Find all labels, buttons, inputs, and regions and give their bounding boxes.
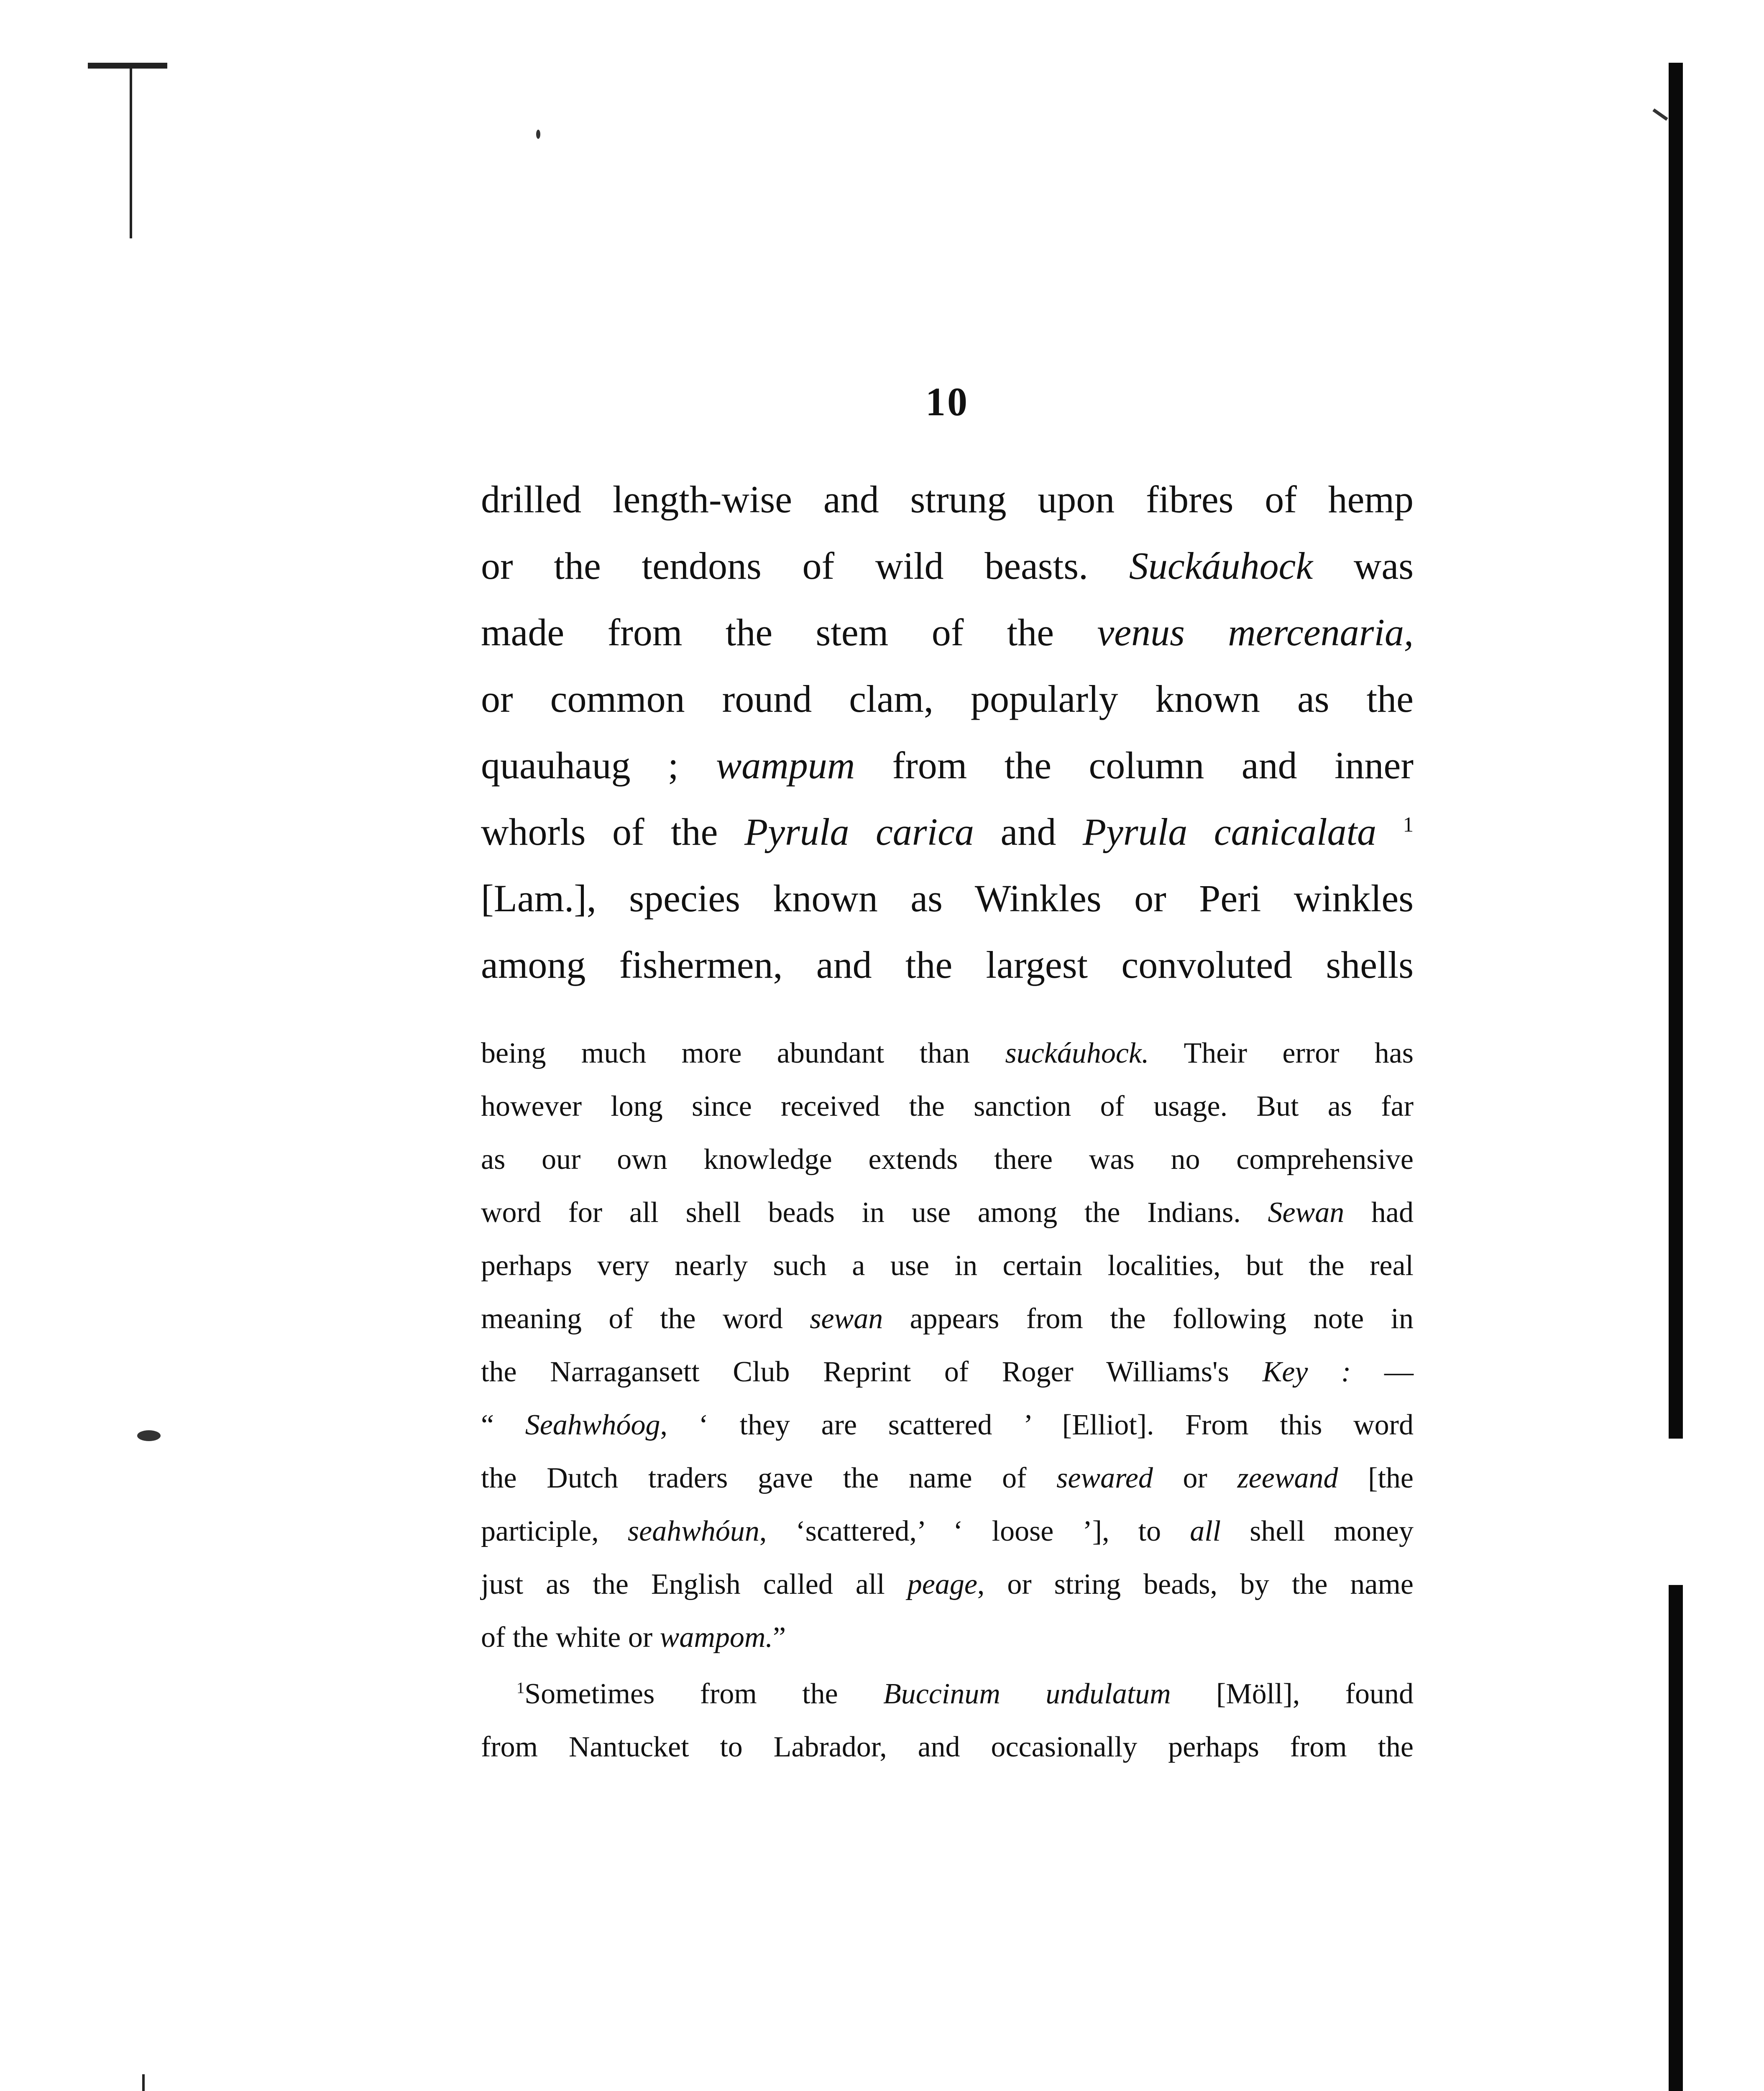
footnote-ref: 1 <box>1403 813 1414 836</box>
scan-mark-bottom-left-rule <box>142 2074 145 2091</box>
footnote-line: just as the English called all peage, or string beads, by the name <box>481 1568 1414 1600</box>
ink-speck <box>536 130 540 139</box>
binding-edge-gap <box>1669 1439 1683 1585</box>
footnote-line: being much more abundant than suckáuhock. Their error has <box>481 1037 1414 1069</box>
scan-mark-top-left-rule <box>130 63 132 238</box>
footnote-line: participle, seahwhóun, ‘scattered,’ ‘ loose ’], to all shell money <box>481 1515 1414 1547</box>
footnote-line: as our own knowledge extends there was no comprehensive <box>481 1143 1414 1176</box>
body-line: or common round clam, popularly known as the <box>481 677 1414 720</box>
footnote-line: from Nantucket to Labrador, and occasionally perhaps from the <box>481 1731 1414 1763</box>
footnote-marker: 1 <box>516 1679 525 1697</box>
footnote-line: of the white or wampom.” <box>481 1621 786 1654</box>
body-line: [Lam.], species known as Winkles or Peri winkles <box>481 877 1414 920</box>
footnote-line: however long since received the sanction of usage. But as far <box>481 1090 1414 1122</box>
footnote-line: meaning of the word sewan appears from the following note in <box>481 1303 1414 1335</box>
footnote-line: the Dutch traders gave the name of sewared or zeewand [the <box>481 1462 1414 1494</box>
footnote-line: perhaps very nearly such a use in certain localities, but the real <box>481 1250 1414 1282</box>
footnote-line: $^1$Sometimes from the Buccinum undulatum [Möll], found <box>516 1678 1414 1710</box>
ink-blot <box>137 1430 161 1441</box>
footnote-line: the Narragansett Club Reprint of Roger Williams's Key : — <box>481 1356 1414 1388</box>
footnote-line: word for all shell beads in use among the Indians. Sewan had <box>481 1196 1414 1229</box>
body-line: or the tendons of wild beasts. Suckáuhock was <box>481 544 1414 587</box>
body-line: quauhaug ; wampum from the column and inner <box>481 744 1414 787</box>
scan-mark-top-left <box>88 63 167 69</box>
page-number: 10 <box>925 379 969 424</box>
body-line: made from the stem of the venus mercenaria, <box>481 611 1414 654</box>
binding-edge-shadow <box>1669 63 1683 2091</box>
body-line: whorls of the Pyrula carica and Pyrula canicalata $^1$ <box>481 810 1414 853</box>
body-line: drilled length-wise and strung upon fibres of hemp <box>481 478 1414 521</box>
ink-speck <box>1652 108 1668 120</box>
body-line: among fishermen, and the largest convoluted shells <box>481 943 1414 986</box>
footnotes <box>481 1027 1414 1774</box>
main-text <box>481 466 1414 998</box>
footnote-line: “ Seahwhóog, ‘ they are scattered ’ [Elliot]. From this word <box>481 1409 1414 1441</box>
